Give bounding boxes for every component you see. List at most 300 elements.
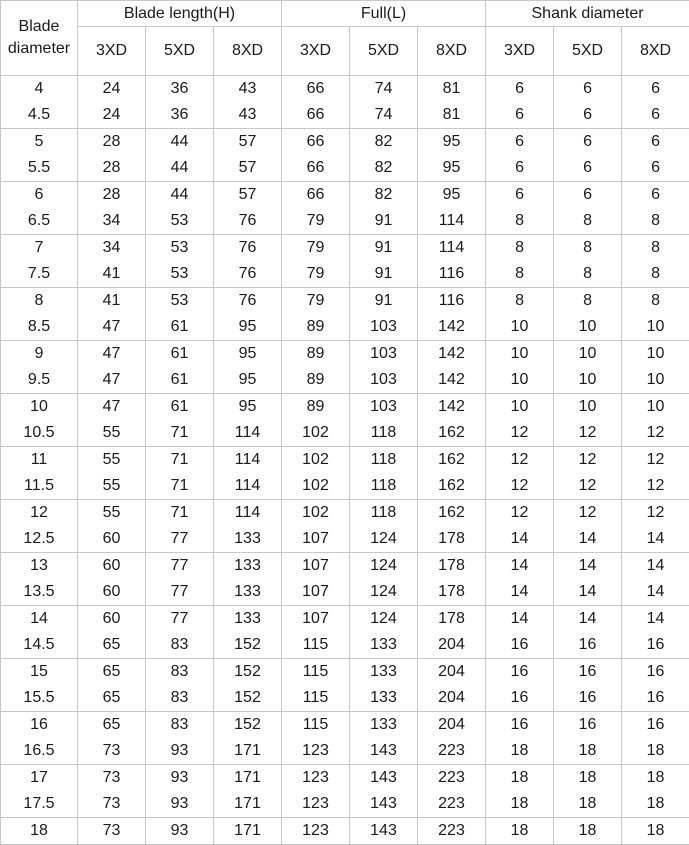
cell-value: 74: [350, 76, 417, 102]
cell-value: 12: [622, 420, 689, 446]
cell-value: 71: [146, 447, 213, 473]
cell-value: 10: [486, 367, 553, 393]
blade-diameter-cell: [1, 712, 78, 765]
blade-length-8xd-cell: [214, 235, 282, 288]
table-row: [1, 182, 689, 235]
cell-value: 178: [418, 553, 485, 579]
cell-value: 61: [146, 341, 213, 367]
blade-diameter-cell: [1, 235, 78, 288]
cell-value: 10: [554, 394, 621, 420]
blade-length-header: Blade length(H): [78, 1, 282, 27]
cell-value: 95: [214, 341, 281, 367]
cell-value: 82: [350, 129, 417, 155]
blade-length-8xd-cell: [214, 712, 282, 765]
full-length-3xd-cell: [282, 500, 350, 553]
cell-value: 13: [1, 553, 77, 579]
cell-value: 44: [146, 129, 213, 155]
cell-value: 162: [418, 447, 485, 473]
blade-length-8xd-cell: [214, 129, 282, 182]
cell-value: 103: [350, 394, 417, 420]
cell-value: 66: [282, 76, 349, 102]
cell-value: 6: [554, 129, 621, 155]
cell-value: 6: [622, 102, 689, 128]
cell-value: 95: [214, 314, 281, 340]
table-row: [1, 129, 689, 182]
cell-value: 124: [350, 606, 417, 632]
cell-value: 152: [214, 685, 281, 711]
cell-value: 11: [1, 447, 77, 473]
full-length-5xd-cell: [350, 394, 418, 447]
table-header: [1, 1, 689, 76]
cell-value: 71: [146, 473, 213, 499]
cell-value: 66: [282, 129, 349, 155]
cell-value: 8: [554, 235, 621, 261]
cell-value: 133: [214, 526, 281, 552]
cell-value: 5: [1, 129, 77, 155]
cell-value: 8: [486, 208, 553, 234]
cell-value: 10: [554, 314, 621, 340]
full-length-3xd-cell: [282, 659, 350, 712]
cell-value: 8: [554, 208, 621, 234]
cell-value: 71: [146, 500, 213, 526]
cell-value: 95: [214, 367, 281, 393]
blade-diameter-cell: [1, 659, 78, 712]
subheader-8xd: 8XD: [418, 27, 486, 76]
cell-value: 171: [214, 791, 281, 817]
shank-diameter-5xd-cell: [554, 818, 622, 845]
cell-value: 10: [486, 394, 553, 420]
cell-value: 12: [1, 500, 77, 526]
cell-value: 16: [622, 685, 689, 711]
blade-length-3xd-cell: [78, 659, 146, 712]
cell-value: 10: [1, 394, 77, 420]
table-row: [1, 341, 689, 394]
cell-value: 162: [418, 420, 485, 446]
subheader-8xd: 8XD: [622, 27, 689, 76]
shank-diameter-3xd-cell: [486, 341, 554, 394]
cell-value: 16: [486, 712, 553, 738]
cell-value: 102: [282, 473, 349, 499]
cell-value: 7: [1, 235, 77, 261]
cell-value: 14: [486, 606, 553, 632]
full-length-8xd-cell: [418, 712, 486, 765]
cell-value: 12: [554, 473, 621, 499]
blade-diameter-cell: [1, 553, 78, 606]
shank-diameter-5xd-cell: [554, 129, 622, 182]
cell-value: 12: [486, 500, 553, 526]
cell-value: 115: [282, 685, 349, 711]
shank-diameter-3xd-cell: [486, 500, 554, 553]
full-length-3xd-cell: [282, 235, 350, 288]
cell-value: 82: [350, 182, 417, 208]
cell-value: 76: [214, 235, 281, 261]
cell-value: 16: [622, 712, 689, 738]
cell-value: 60: [78, 553, 145, 579]
full-length-8xd-cell: [418, 447, 486, 500]
cell-value: 44: [146, 155, 213, 181]
cell-value: 53: [146, 208, 213, 234]
cell-value: 66: [282, 155, 349, 181]
cell-value: 47: [78, 394, 145, 420]
blade-length-3xd-cell: [78, 818, 146, 845]
cell-value: 24: [78, 76, 145, 102]
cell-value: 77: [146, 579, 213, 605]
cell-value: 24: [78, 102, 145, 128]
shank-diameter-5xd-cell: [554, 765, 622, 818]
cell-value: 14: [622, 553, 689, 579]
full-length-8xd-cell: [418, 765, 486, 818]
cell-value: 102: [282, 500, 349, 526]
blade-length-3xd-cell: [78, 765, 146, 818]
cell-value: 83: [146, 632, 213, 658]
cell-value: 4: [1, 76, 77, 102]
blade-length-3xd-cell: [78, 235, 146, 288]
cell-value: 107: [282, 526, 349, 552]
cell-value: 143: [350, 791, 417, 817]
cell-value: 11.5: [1, 473, 77, 499]
cell-value: 76: [214, 261, 281, 287]
shank-diameter-5xd-cell: [554, 712, 622, 765]
blade-length-5xd-cell: [146, 288, 214, 341]
cell-value: 95: [214, 394, 281, 420]
cell-value: 93: [146, 738, 213, 764]
blade-length-8xd-cell: [214, 553, 282, 606]
table-row: [1, 818, 689, 845]
blade-length-8xd-cell: [214, 76, 282, 129]
blade-length-5xd-cell: [146, 235, 214, 288]
cell-value: 18: [486, 738, 553, 764]
subheader-3xd: 3XD: [282, 27, 350, 76]
shank-diameter-3xd-cell: [486, 712, 554, 765]
cell-value: 6: [486, 182, 553, 208]
full-length-8xd-cell: [418, 818, 486, 845]
full-length-8xd-cell: [418, 500, 486, 553]
shank-diameter-5xd-cell: [554, 288, 622, 341]
cell-value: 55: [78, 500, 145, 526]
cell-value: 118: [350, 473, 417, 499]
shank-diameter-header: Shank diameter: [486, 1, 689, 27]
cell-value: 81: [418, 102, 485, 128]
cell-value: 12.5: [1, 526, 77, 552]
cell-value: 12: [554, 500, 621, 526]
blade-diameter-cell: [1, 76, 78, 129]
cell-value: 204: [418, 685, 485, 711]
shank-diameter-8xd-cell: [622, 76, 689, 129]
cell-value: 142: [418, 367, 485, 393]
cell-value: 91: [350, 235, 417, 261]
cell-value: 133: [214, 579, 281, 605]
cell-value: 12: [554, 420, 621, 446]
cell-value: 14: [622, 579, 689, 605]
cell-value: 91: [350, 208, 417, 234]
cell-value: 16.5: [1, 738, 77, 764]
cell-value: 102: [282, 420, 349, 446]
cell-value: 14: [486, 579, 553, 605]
cell-value: 6: [554, 76, 621, 102]
blade-length-3xd-cell: [78, 129, 146, 182]
cell-value: 47: [78, 314, 145, 340]
cell-value: 103: [350, 314, 417, 340]
shank-diameter-3xd-cell: [486, 553, 554, 606]
cell-value: 107: [282, 553, 349, 579]
cell-value: 114: [214, 500, 281, 526]
cell-value: 41: [78, 261, 145, 287]
cell-value: 79: [282, 208, 349, 234]
full-length-8xd-cell: [418, 182, 486, 235]
cell-value: 12: [486, 420, 553, 446]
cell-value: 9: [1, 341, 77, 367]
cell-value: 223: [418, 791, 485, 817]
blade-length-5xd-cell: [146, 394, 214, 447]
cell-value: 6: [554, 182, 621, 208]
cell-value: 115: [282, 659, 349, 685]
full-length-3xd-cell: [282, 394, 350, 447]
full-length-3xd-cell: [282, 288, 350, 341]
cell-value: 60: [78, 579, 145, 605]
shank-diameter-3xd-cell: [486, 394, 554, 447]
cell-value: 8: [486, 261, 553, 287]
full-length-3xd-cell: [282, 341, 350, 394]
full-length-8xd-cell: [418, 606, 486, 659]
shank-diameter-8xd-cell: [622, 129, 689, 182]
shank-diameter-3xd-cell: [486, 288, 554, 341]
cell-value: 18: [554, 791, 621, 817]
cell-value: 34: [78, 235, 145, 261]
cell-value: 107: [282, 606, 349, 632]
cell-value: 16: [622, 659, 689, 685]
shank-diameter-8xd-cell: [622, 553, 689, 606]
cell-value: 6: [622, 182, 689, 208]
cell-value: 55: [78, 447, 145, 473]
cell-value: 143: [350, 765, 417, 791]
cell-value: 83: [146, 685, 213, 711]
full-length-3xd-cell: [282, 765, 350, 818]
cell-value: 8: [622, 235, 689, 261]
cell-value: 9.5: [1, 367, 77, 393]
blade-length-8xd-cell: [214, 765, 282, 818]
table-row: [1, 76, 689, 129]
cell-value: 43: [214, 102, 281, 128]
cell-value: 8: [622, 261, 689, 287]
cell-value: 18: [486, 791, 553, 817]
cell-value: 16: [554, 685, 621, 711]
cell-value: 41: [78, 288, 145, 314]
cell-value: 6: [554, 102, 621, 128]
full-length-header: Full(L): [282, 1, 486, 27]
cell-value: 36: [146, 76, 213, 102]
cell-value: 16: [554, 712, 621, 738]
shank-diameter-8xd-cell: [622, 500, 689, 553]
blade-diameter-cell: [1, 818, 78, 845]
table-row: [1, 606, 689, 659]
full-length-5xd-cell: [350, 712, 418, 765]
blade-diameter-cell: [1, 182, 78, 235]
cell-value: 114: [214, 447, 281, 473]
cell-value: 133: [350, 685, 417, 711]
blade-diameter-cell: [1, 500, 78, 553]
cell-value: 95: [418, 182, 485, 208]
shank-diameter-8xd-cell: [622, 818, 689, 845]
full-length-3xd-cell: [282, 182, 350, 235]
full-length-5xd-cell: [350, 500, 418, 553]
subheader-5xd: 5XD: [554, 27, 622, 76]
full-length-5xd-cell: [350, 288, 418, 341]
cell-value: 116: [418, 261, 485, 287]
cell-value: 16: [1, 712, 77, 738]
shank-diameter-3xd-cell: [486, 818, 554, 845]
cell-value: 83: [146, 659, 213, 685]
cell-value: 115: [282, 712, 349, 738]
cell-value: 14: [554, 579, 621, 605]
cell-value: 6: [486, 76, 553, 102]
blade-length-3xd-cell: [78, 394, 146, 447]
full-length-5xd-cell: [350, 182, 418, 235]
cell-value: 89: [282, 394, 349, 420]
cell-value: 102: [282, 447, 349, 473]
cell-value: 12: [486, 447, 553, 473]
cell-value: 6: [486, 155, 553, 181]
cell-value: 223: [418, 738, 485, 764]
cell-value: 79: [282, 261, 349, 287]
cell-value: 65: [78, 685, 145, 711]
full-length-3xd-cell: [282, 129, 350, 182]
cell-value: 223: [418, 765, 485, 791]
shank-diameter-3xd-cell: [486, 606, 554, 659]
cell-value: 18: [486, 818, 553, 844]
cell-value: 12: [486, 473, 553, 499]
cell-value: 116: [418, 288, 485, 314]
cell-value: 8: [486, 288, 553, 314]
table-row: [1, 659, 689, 712]
cell-value: 8: [554, 261, 621, 287]
full-length-3xd-cell: [282, 606, 350, 659]
cell-value: 43: [214, 76, 281, 102]
cell-value: 18: [622, 738, 689, 764]
cell-value: 204: [418, 712, 485, 738]
cell-value: 53: [146, 261, 213, 287]
cell-value: 57: [214, 182, 281, 208]
cell-value: 74: [350, 102, 417, 128]
cell-value: 171: [214, 818, 281, 844]
shank-diameter-8xd-cell: [622, 288, 689, 341]
shank-diameter-8xd-cell: [622, 182, 689, 235]
cell-value: 76: [214, 288, 281, 314]
blade-length-5xd-cell: [146, 341, 214, 394]
cell-value: 6: [622, 129, 689, 155]
cell-value: 14: [554, 526, 621, 552]
cell-value: 114: [418, 208, 485, 234]
cell-value: 6.5: [1, 208, 77, 234]
cell-value: 89: [282, 314, 349, 340]
cell-value: 142: [418, 394, 485, 420]
blade-diameter-cell: [1, 288, 78, 341]
cell-value: 44: [146, 182, 213, 208]
full-length-8xd-cell: [418, 394, 486, 447]
cell-value: 152: [214, 712, 281, 738]
cell-value: 66: [282, 102, 349, 128]
blade-diameter-header: Blade diameter: [1, 1, 78, 76]
blade-length-3xd-cell: [78, 447, 146, 500]
cell-value: 152: [214, 632, 281, 658]
cell-value: 118: [350, 420, 417, 446]
full-length-5xd-cell: [350, 76, 418, 129]
cell-value: 57: [214, 129, 281, 155]
table-row: [1, 394, 689, 447]
blade-length-5xd-cell: [146, 712, 214, 765]
blade-length-3xd-cell: [78, 76, 146, 129]
cell-value: 73: [78, 738, 145, 764]
blade-length-5xd-cell: [146, 76, 214, 129]
shank-diameter-5xd-cell: [554, 447, 622, 500]
blade-length-3xd-cell: [78, 500, 146, 553]
table-row: [1, 765, 689, 818]
cell-value: 12: [622, 473, 689, 499]
cell-value: 76: [214, 208, 281, 234]
blade-length-8xd-cell: [214, 500, 282, 553]
cell-value: 178: [418, 606, 485, 632]
cell-value: 77: [146, 553, 213, 579]
shank-diameter-3xd-cell: [486, 235, 554, 288]
cell-value: 77: [146, 606, 213, 632]
blade-length-3xd-cell: [78, 553, 146, 606]
cell-value: 143: [350, 738, 417, 764]
cell-value: 47: [78, 367, 145, 393]
cell-value: 53: [146, 235, 213, 261]
cell-value: 77: [146, 526, 213, 552]
cell-value: 10: [554, 367, 621, 393]
cell-value: 65: [78, 712, 145, 738]
cell-value: 6: [1, 182, 77, 208]
shank-diameter-5xd-cell: [554, 500, 622, 553]
full-length-5xd-cell: [350, 553, 418, 606]
cell-value: 124: [350, 579, 417, 605]
cell-value: 10: [622, 314, 689, 340]
full-length-3xd-cell: [282, 818, 350, 845]
cell-value: 223: [418, 818, 485, 844]
blade-diameter-cell: [1, 341, 78, 394]
cell-value: 28: [78, 129, 145, 155]
shank-diameter-8xd-cell: [622, 394, 689, 447]
blade-length-5xd-cell: [146, 553, 214, 606]
cell-value: 123: [282, 765, 349, 791]
shank-diameter-3xd-cell: [486, 129, 554, 182]
full-length-8xd-cell: [418, 553, 486, 606]
shank-diameter-5xd-cell: [554, 394, 622, 447]
cell-value: 65: [78, 659, 145, 685]
full-length-5xd-cell: [350, 447, 418, 500]
shank-diameter-8xd-cell: [622, 341, 689, 394]
cell-value: 57: [214, 155, 281, 181]
cell-value: 28: [78, 182, 145, 208]
cell-value: 6: [486, 102, 553, 128]
cell-value: 8: [554, 288, 621, 314]
subheader-5xd: 5XD: [146, 27, 214, 76]
cell-value: 36: [146, 102, 213, 128]
blade-length-3xd-cell: [78, 712, 146, 765]
table-row: [1, 235, 689, 288]
cell-value: 61: [146, 367, 213, 393]
blade-diameter-cell: [1, 765, 78, 818]
cell-value: 118: [350, 447, 417, 473]
cell-value: 55: [78, 473, 145, 499]
full-length-5xd-cell: [350, 765, 418, 818]
subheader-3xd: 3XD: [486, 27, 554, 76]
full-length-8xd-cell: [418, 288, 486, 341]
table-row: [1, 288, 689, 341]
blade-length-3xd-cell: [78, 288, 146, 341]
cell-value: 133: [350, 712, 417, 738]
cell-value: 18: [554, 765, 621, 791]
